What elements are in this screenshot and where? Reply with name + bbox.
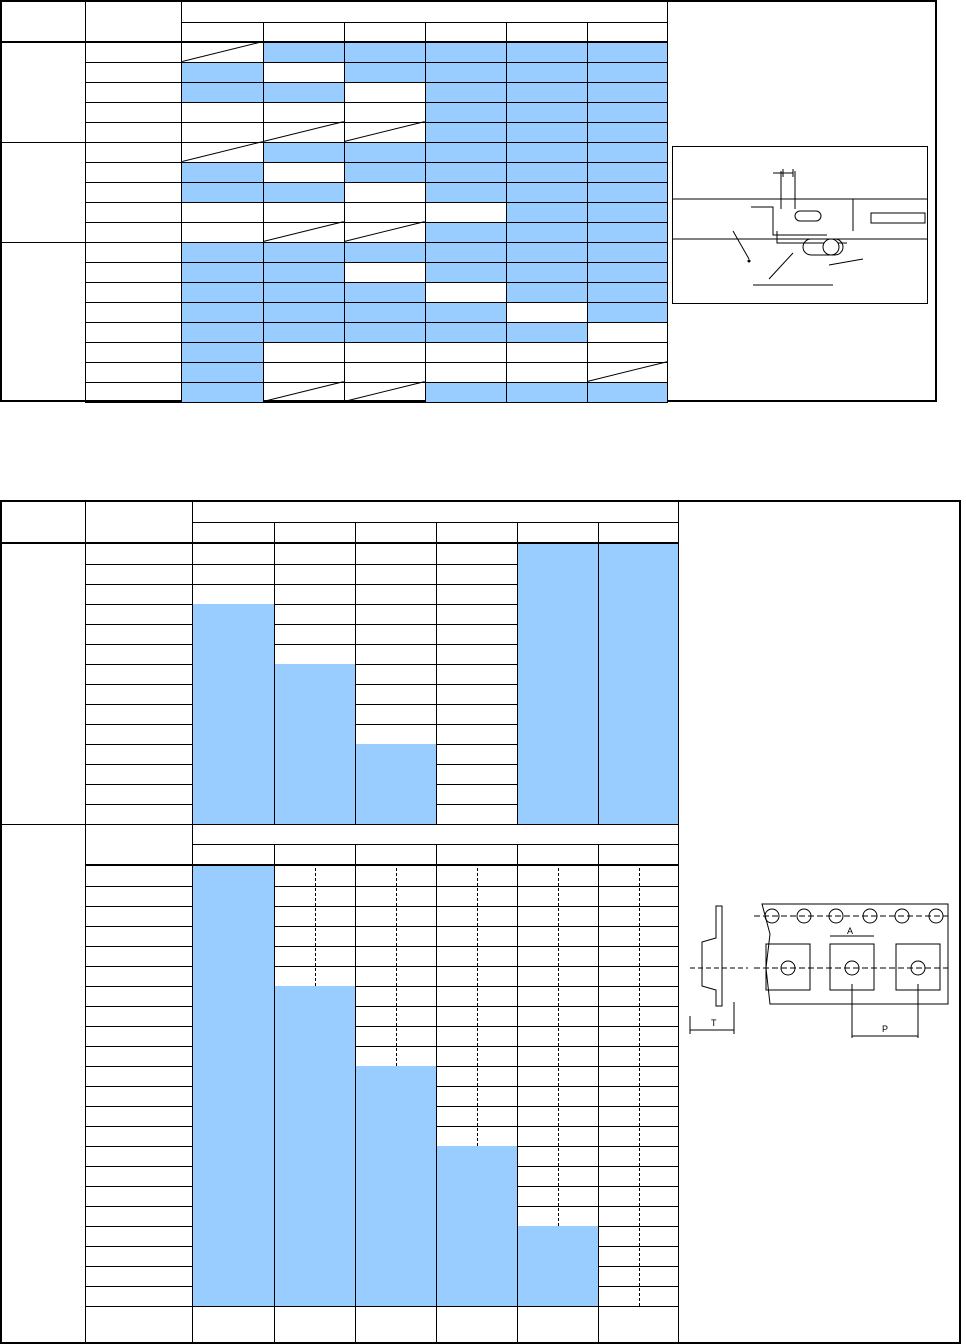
table-cell-filled [425,222,506,242]
table-cell-filled [517,664,598,684]
table-cell-filled [506,242,587,262]
table-cell-filled [598,704,679,724]
table-cell-filled [274,1266,355,1286]
table-cell-filled [193,764,274,784]
table-cell-filled [355,1246,436,1266]
table-cell-filled [182,322,263,342]
grid-line [355,522,356,542]
table-cell-filled [587,382,668,402]
table-cell-filled [425,62,506,82]
table-cell-filled [193,986,274,1006]
table-2-frame [0,500,961,1344]
table-cell-filled [193,704,274,724]
table-cell-filled [598,604,679,624]
table-cell-filled [517,544,598,564]
row-line [85,926,679,927]
table-cell-filled [355,1166,436,1186]
tape-label-a: A [847,926,854,936]
col-line [192,502,193,824]
table-cell-empty [344,182,425,202]
table-cell-empty [344,82,425,102]
table-cell-filled [193,624,274,644]
table-cell-filled [263,42,344,62]
grid-line [436,544,437,824]
table-cell-filled [517,764,598,784]
table-cell-filled [355,1126,436,1146]
table-cell-filled [517,724,598,744]
table-cell-filled [598,544,679,564]
table-cell-filled [506,282,587,302]
table-cell-filled [274,1246,355,1266]
table-cell-filled [355,744,436,764]
table-cell-filled [425,82,506,102]
table-cell-filled [274,1126,355,1146]
table-cell-filled [274,664,355,684]
table-cell-filled [355,1226,436,1246]
table-cell-filled [274,724,355,744]
table-cell-filled [193,1146,274,1166]
grid-line [587,42,588,402]
table-cell-filled [598,664,679,684]
table-cell-filled [598,644,679,664]
grid-line [598,866,599,1344]
row-line [2,42,668,43]
grid-line [355,544,356,824]
table-cell-filled [517,704,598,724]
table-cell-filled [182,182,263,202]
table-cell-filled [517,744,598,764]
table-cell-filled [274,1186,355,1206]
table-cell-empty [263,202,344,222]
table-cell-filled [517,584,598,604]
table-cell-filled [263,322,344,342]
row-line [85,1306,679,1307]
table-cell-filled [193,1206,274,1226]
table-cell-filled [355,1106,436,1126]
table-cell-empty [344,202,425,222]
table-cell-filled [425,242,506,262]
grid-line [436,522,437,542]
table-cell-filled [506,202,587,222]
dashed-divider [558,868,559,1226]
table-cell-filled [506,322,587,342]
col-line [85,502,86,1344]
table-cell-filled [193,1166,274,1186]
grid-line [425,42,426,402]
table-cell-filled [425,142,506,162]
table-cell-filled [598,764,679,784]
group-line [2,824,679,825]
table-cell-filled [517,1266,598,1286]
table-cell-filled [598,784,679,804]
table-cell-filled [344,322,425,342]
table-cell-filled [274,1006,355,1026]
table-cell-filled [274,704,355,724]
row-line [85,1006,679,1007]
table-cell-empty [344,262,425,282]
table-cell-filled [355,764,436,784]
table-cell-filled [193,1026,274,1046]
table-cell-filled [355,1066,436,1086]
table-cell-filled [263,242,344,262]
group-line [2,142,668,143]
table-cell-filled [193,1066,274,1086]
col-line [678,502,679,1344]
table-cell-filled [587,182,668,202]
table-cell-filled [517,604,598,624]
table-cell-filled [598,584,679,604]
table-cell-filled [193,644,274,664]
table-cell-empty [587,342,668,362]
table-cell-filled [506,222,587,242]
row-line [85,82,668,83]
grid-line [274,866,275,1344]
cross-section-drawing [673,147,927,303]
table-cell-filled [344,302,425,322]
tape-label-p: P [882,1024,889,1034]
grid-line [263,22,264,42]
table-cell-filled [506,122,587,142]
table-cell-filled [587,62,668,82]
table-cell-filled [274,1026,355,1046]
dashed-divider [396,868,397,1066]
row-line [85,222,668,223]
table-cell-filled [506,62,587,82]
table-cell-filled [425,162,506,182]
table-cell-filled [274,986,355,1006]
table-1-notes [678,10,928,130]
table-cell-filled [344,142,425,162]
table-cell-filled [182,282,263,302]
grid-line [436,866,437,1344]
table-cell-filled [193,744,274,764]
table-cell-filled [598,684,679,704]
table-cell-filled [517,784,598,804]
row-line [85,322,668,323]
table-cell-filled [506,82,587,102]
table-cell-filled [193,906,274,926]
table-cell-filled [182,362,263,382]
header-bottom-line [85,865,679,866]
table-cell-filled [193,684,274,704]
table-cell-empty [425,362,506,382]
table-cell-filled [587,262,668,282]
table-cell-filled [517,644,598,664]
row-line [85,906,679,907]
table-cell-filled [598,724,679,744]
table-cell-filled [587,102,668,122]
table-cell-filled [274,1226,355,1246]
table-cell-filled [193,664,274,684]
table-cell-filled [517,564,598,584]
table-cell-filled [425,122,506,142]
table-cell-filled [436,1226,517,1246]
row-line [85,102,668,103]
dashed-divider [639,868,640,1306]
table-cell-filled [436,1206,517,1226]
grid-line [506,22,507,42]
table-cell-empty [506,362,587,382]
table-cell-filled [355,804,436,824]
table-cell-filled [274,1286,355,1306]
row-line [85,62,668,63]
table-cell-empty [587,322,668,342]
grid-line [436,844,437,864]
table-cell-filled [193,1046,274,1066]
table-cell-empty [263,62,344,82]
table-cell-filled [344,42,425,62]
table-cell-filled [182,262,263,282]
table-cell-filled [425,322,506,342]
table-cell-filled [193,784,274,804]
table-cell-filled [425,302,506,322]
table-cell-filled [517,1286,598,1306]
carrier-tape-drawing [684,898,950,1038]
table-cell-filled [274,1106,355,1126]
table-cell-empty [344,362,425,382]
table-cell-filled [425,102,506,122]
table-cell-empty [182,202,263,222]
table-cell-filled [193,886,274,906]
table-cell-filled [436,1166,517,1186]
table-2-grid [2,502,680,1344]
table-cell-filled [193,1006,274,1026]
table-1-grid [2,2,668,402]
dashed-divider [315,868,316,986]
table-cell-filled [193,1106,274,1126]
table-cell-filled [506,142,587,162]
table-cell-filled [517,684,598,704]
table-cell-filled [598,624,679,644]
table-cell-filled [425,42,506,62]
table-cell-filled [587,82,668,102]
table-cell-filled [587,202,668,222]
table-cell-filled [517,1226,598,1246]
table-cell-filled [506,102,587,122]
table-cell-filled [193,604,274,624]
grid-line [425,22,426,42]
cross-section-figure [672,146,928,304]
row-line [85,1046,679,1047]
table-cell-filled [436,1286,517,1306]
table-cell-filled [587,122,668,142]
table-cell-empty [182,222,263,242]
grid-line [263,42,264,402]
table-cell-filled [355,1266,436,1286]
table-cell-filled [436,1266,517,1286]
table-cell-filled [193,1086,274,1106]
table-cell-filled [587,242,668,262]
table-cell-filled [274,1146,355,1166]
table-cell-empty [344,342,425,362]
table-cell-empty [425,342,506,362]
table-cell-filled [587,302,668,322]
table-cell-empty [182,122,263,142]
table-cell-filled [355,1186,436,1206]
table-cell-filled [182,242,263,262]
table-cell-filled [587,42,668,62]
table-cell-filled [193,1246,274,1266]
table-cell-filled [182,62,263,82]
table-cell-filled [344,162,425,182]
table-cell-filled [193,724,274,744]
grid-line [517,866,518,1344]
table-cell-filled [193,966,274,986]
row-line [85,886,679,887]
row-line [85,282,668,283]
grid-line [506,42,507,402]
carrier-tape-figure [684,898,950,1038]
table-cell-filled [193,1226,274,1246]
row-line [85,986,679,987]
grid-line [587,22,588,42]
table-cell-filled [263,82,344,102]
table-cell-filled [193,1186,274,1206]
row-line [85,122,668,123]
table-cell-filled [274,684,355,704]
row-line [85,382,668,383]
table-cell-empty [182,102,263,122]
col-line [192,824,193,1344]
table-cell-filled [355,784,436,804]
table-cell-filled [193,866,274,886]
table-cell-filled [182,302,263,322]
table-cell-filled [587,142,668,162]
table-cell-filled [274,1046,355,1066]
table-cell-filled [517,804,598,824]
table-cell-filled [517,1246,598,1266]
table-cell-filled [344,282,425,302]
table-cell-filled [263,302,344,322]
table-cell-filled [436,1186,517,1206]
table-cell-filled [587,162,668,182]
table-cell-filled [193,946,274,966]
table-cell-filled [425,262,506,282]
row-line [85,162,668,163]
grid-line [344,42,345,402]
grid-line [344,22,345,42]
grid-line [274,522,275,542]
table-cell-filled [193,926,274,946]
table-cell-filled [598,744,679,764]
table-cell-filled [598,564,679,584]
col-line [181,2,182,402]
table-cell-empty [263,162,344,182]
table-cell-filled [182,162,263,182]
grid-line [598,544,599,824]
header-bottom-line [2,41,668,42]
table-cell-filled [436,1146,517,1166]
table-cell-filled [274,764,355,784]
table-cell-empty [263,102,344,122]
table-cell-filled [344,242,425,262]
table-cell-filled [506,382,587,402]
table-cell-filled [263,182,344,202]
table-cell-empty [263,362,344,382]
row-line [85,966,679,967]
grid-line [517,544,518,824]
row-line [85,362,668,363]
row-line [85,402,668,403]
table-cell-filled [274,1166,355,1186]
col-line [85,2,86,402]
grid-line [598,522,599,542]
tape-label-t: T [711,1018,717,1028]
table-cell-filled [263,282,344,302]
table-cell-filled [193,804,274,824]
table-1-frame [0,0,937,402]
table-cell-filled [263,262,344,282]
table-cell-filled [274,804,355,824]
table-cell-filled [425,182,506,202]
table-cell-filled [274,1206,355,1226]
row-line [85,946,679,947]
dashed-divider [477,868,478,1146]
table-cell-filled [182,382,263,402]
row-line [85,182,668,183]
table-cell-filled [263,142,344,162]
table-cell-filled [598,804,679,824]
table-cell-filled [587,282,668,302]
table-cell-empty [506,342,587,362]
table-cell-empty [506,302,587,322]
table-cell-filled [193,1126,274,1146]
table-cell-empty [425,282,506,302]
table-cell-filled [274,1086,355,1106]
table-cell-filled [193,1286,274,1306]
row-line [85,1026,679,1027]
grid-line [598,844,599,864]
table-cell-filled [274,1066,355,1086]
table-cell-filled [587,222,668,242]
table-cell-filled [193,1266,274,1286]
table-cell-empty [344,102,425,122]
table-cell-empty [425,202,506,222]
group-line [2,242,668,243]
row-line [85,342,668,343]
grid-line [355,844,356,864]
grid-line [517,522,518,542]
col-line [667,2,668,402]
grid-line [517,844,518,864]
table-cell-filled [274,784,355,804]
table-cell-filled [425,382,506,402]
row-line [85,302,668,303]
table-cell-filled [274,744,355,764]
grid-line [274,844,275,864]
table-cell-filled [355,1086,436,1106]
table-cell-filled [506,42,587,62]
table-cell-filled [182,342,263,362]
row-line [85,262,668,263]
table-cell-filled [182,82,263,102]
table-cell-empty [263,342,344,362]
grid-line [355,866,356,1344]
table-cell-filled [355,1206,436,1226]
grid-line [274,544,275,824]
table-cell-filled [355,1286,436,1306]
table-cell-filled [506,162,587,182]
table-cell-filled [436,1246,517,1266]
table-cell-filled [355,1146,436,1166]
table-cell-filled [344,62,425,82]
table-cell-filled [506,182,587,202]
table-cell-filled [517,624,598,644]
table-cell-filled [506,262,587,282]
row-line [85,202,668,203]
